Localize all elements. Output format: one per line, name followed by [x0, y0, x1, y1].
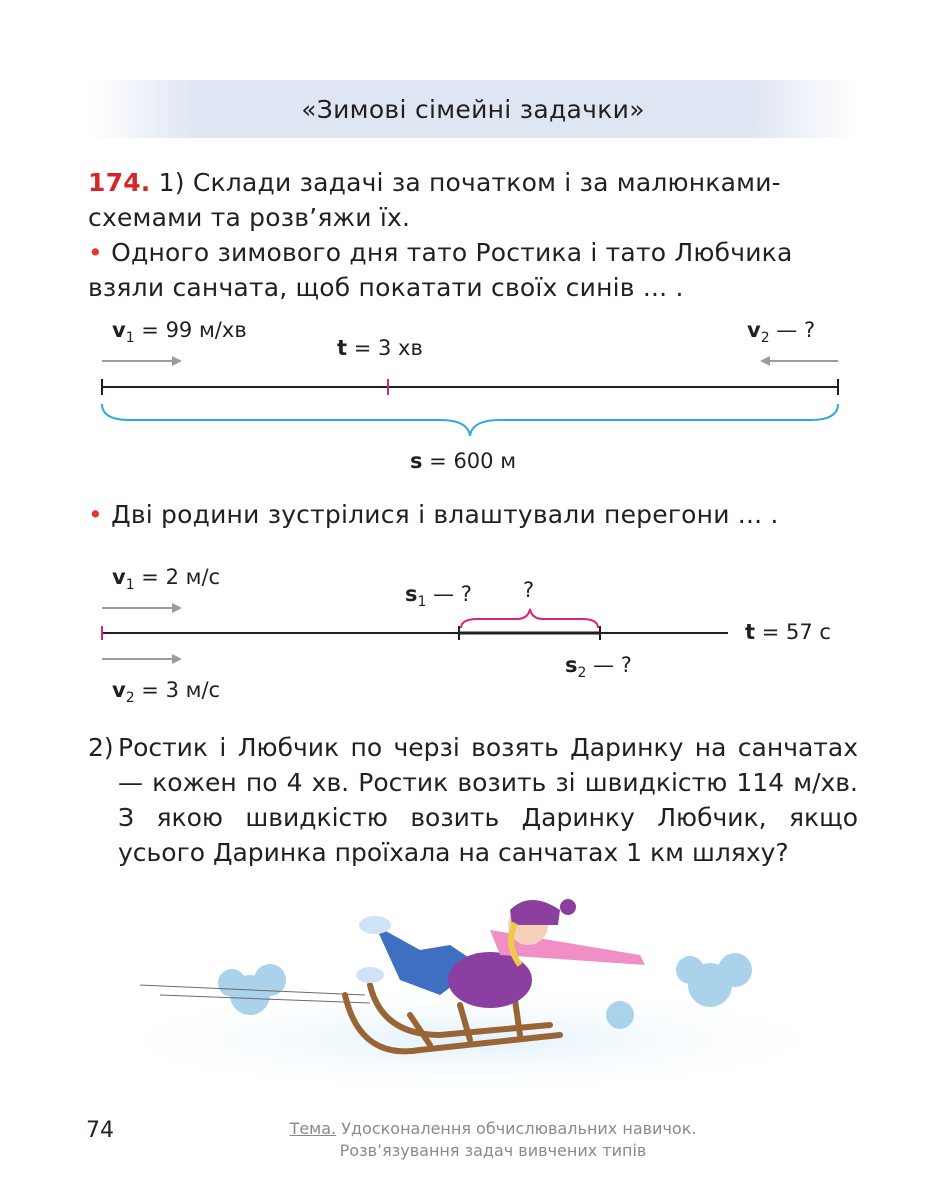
task-number: 174. [88, 168, 151, 197]
footer-theme [258, 1118, 728, 1162]
theme-text: Удосконалення обчислювальних навичок. [336, 1119, 697, 1138]
task-part1-text: 1) Склади задачі за початком і за малюнками-схемами та розв’яжи їх. [88, 168, 781, 232]
diagram2-s2-label: $s_2$ — ? [565, 653, 632, 682]
diagram2-v2-label: $v_2 = 3$ м/с [112, 678, 221, 707]
diagram2-t-label: t = 57 с [745, 620, 831, 644]
diagram1-s-label: s = 600 м [410, 449, 517, 473]
page-number: 74 [86, 1118, 114, 1143]
bullet-dot: • [88, 500, 103, 529]
diagram2-s1-label: $s_1$ — ? [405, 582, 472, 611]
gap-brace [461, 609, 598, 628]
v1-arrow-2 [102, 603, 182, 613]
race-line [102, 626, 728, 640]
section-title: «Зимові сімейні задачки» [301, 94, 645, 124]
sledding-illustration [120, 885, 820, 1095]
bullet-2-text: Дві родини зустрілися і влаштували перегони ... . [102, 500, 779, 529]
part2-marker: 2) [88, 733, 114, 762]
bullet-dot: • [88, 238, 103, 267]
task-part2 [88, 730, 858, 870]
diagram1-v1-label: $v_1 = 99$ м/хв [112, 318, 247, 347]
diagram2-gap-question: ? [523, 578, 535, 602]
girl-figure [356, 899, 645, 1008]
diagram1-t-label: t = 3 хв [337, 336, 423, 360]
diagram1-v2-label: $v_2$ — ? [747, 318, 816, 347]
v2-arrow-2 [102, 654, 182, 664]
bullet-1-text: Одного зимового дня тато Ростика і тато Любчика взяли санчата, щоб покатати своїх синів ... . [88, 238, 793, 302]
theme-label: Тема. [289, 1119, 337, 1138]
theme-text-2: Розв’язування задач вивчених типів [339, 1141, 647, 1160]
part2-text: Ростик і Любчик по черзі возять Даринку на санчатах — кожен по 4 хв. Ростик возить зі швидкістю 114 м/хв. З якою швидкістю возить Даринку Любчик, якщо усього Даринка проїхала на санчатах 1 км шляху? [118, 733, 858, 867]
diagram2-v1-label: $v_1 = 2$ м/с [112, 565, 221, 594]
